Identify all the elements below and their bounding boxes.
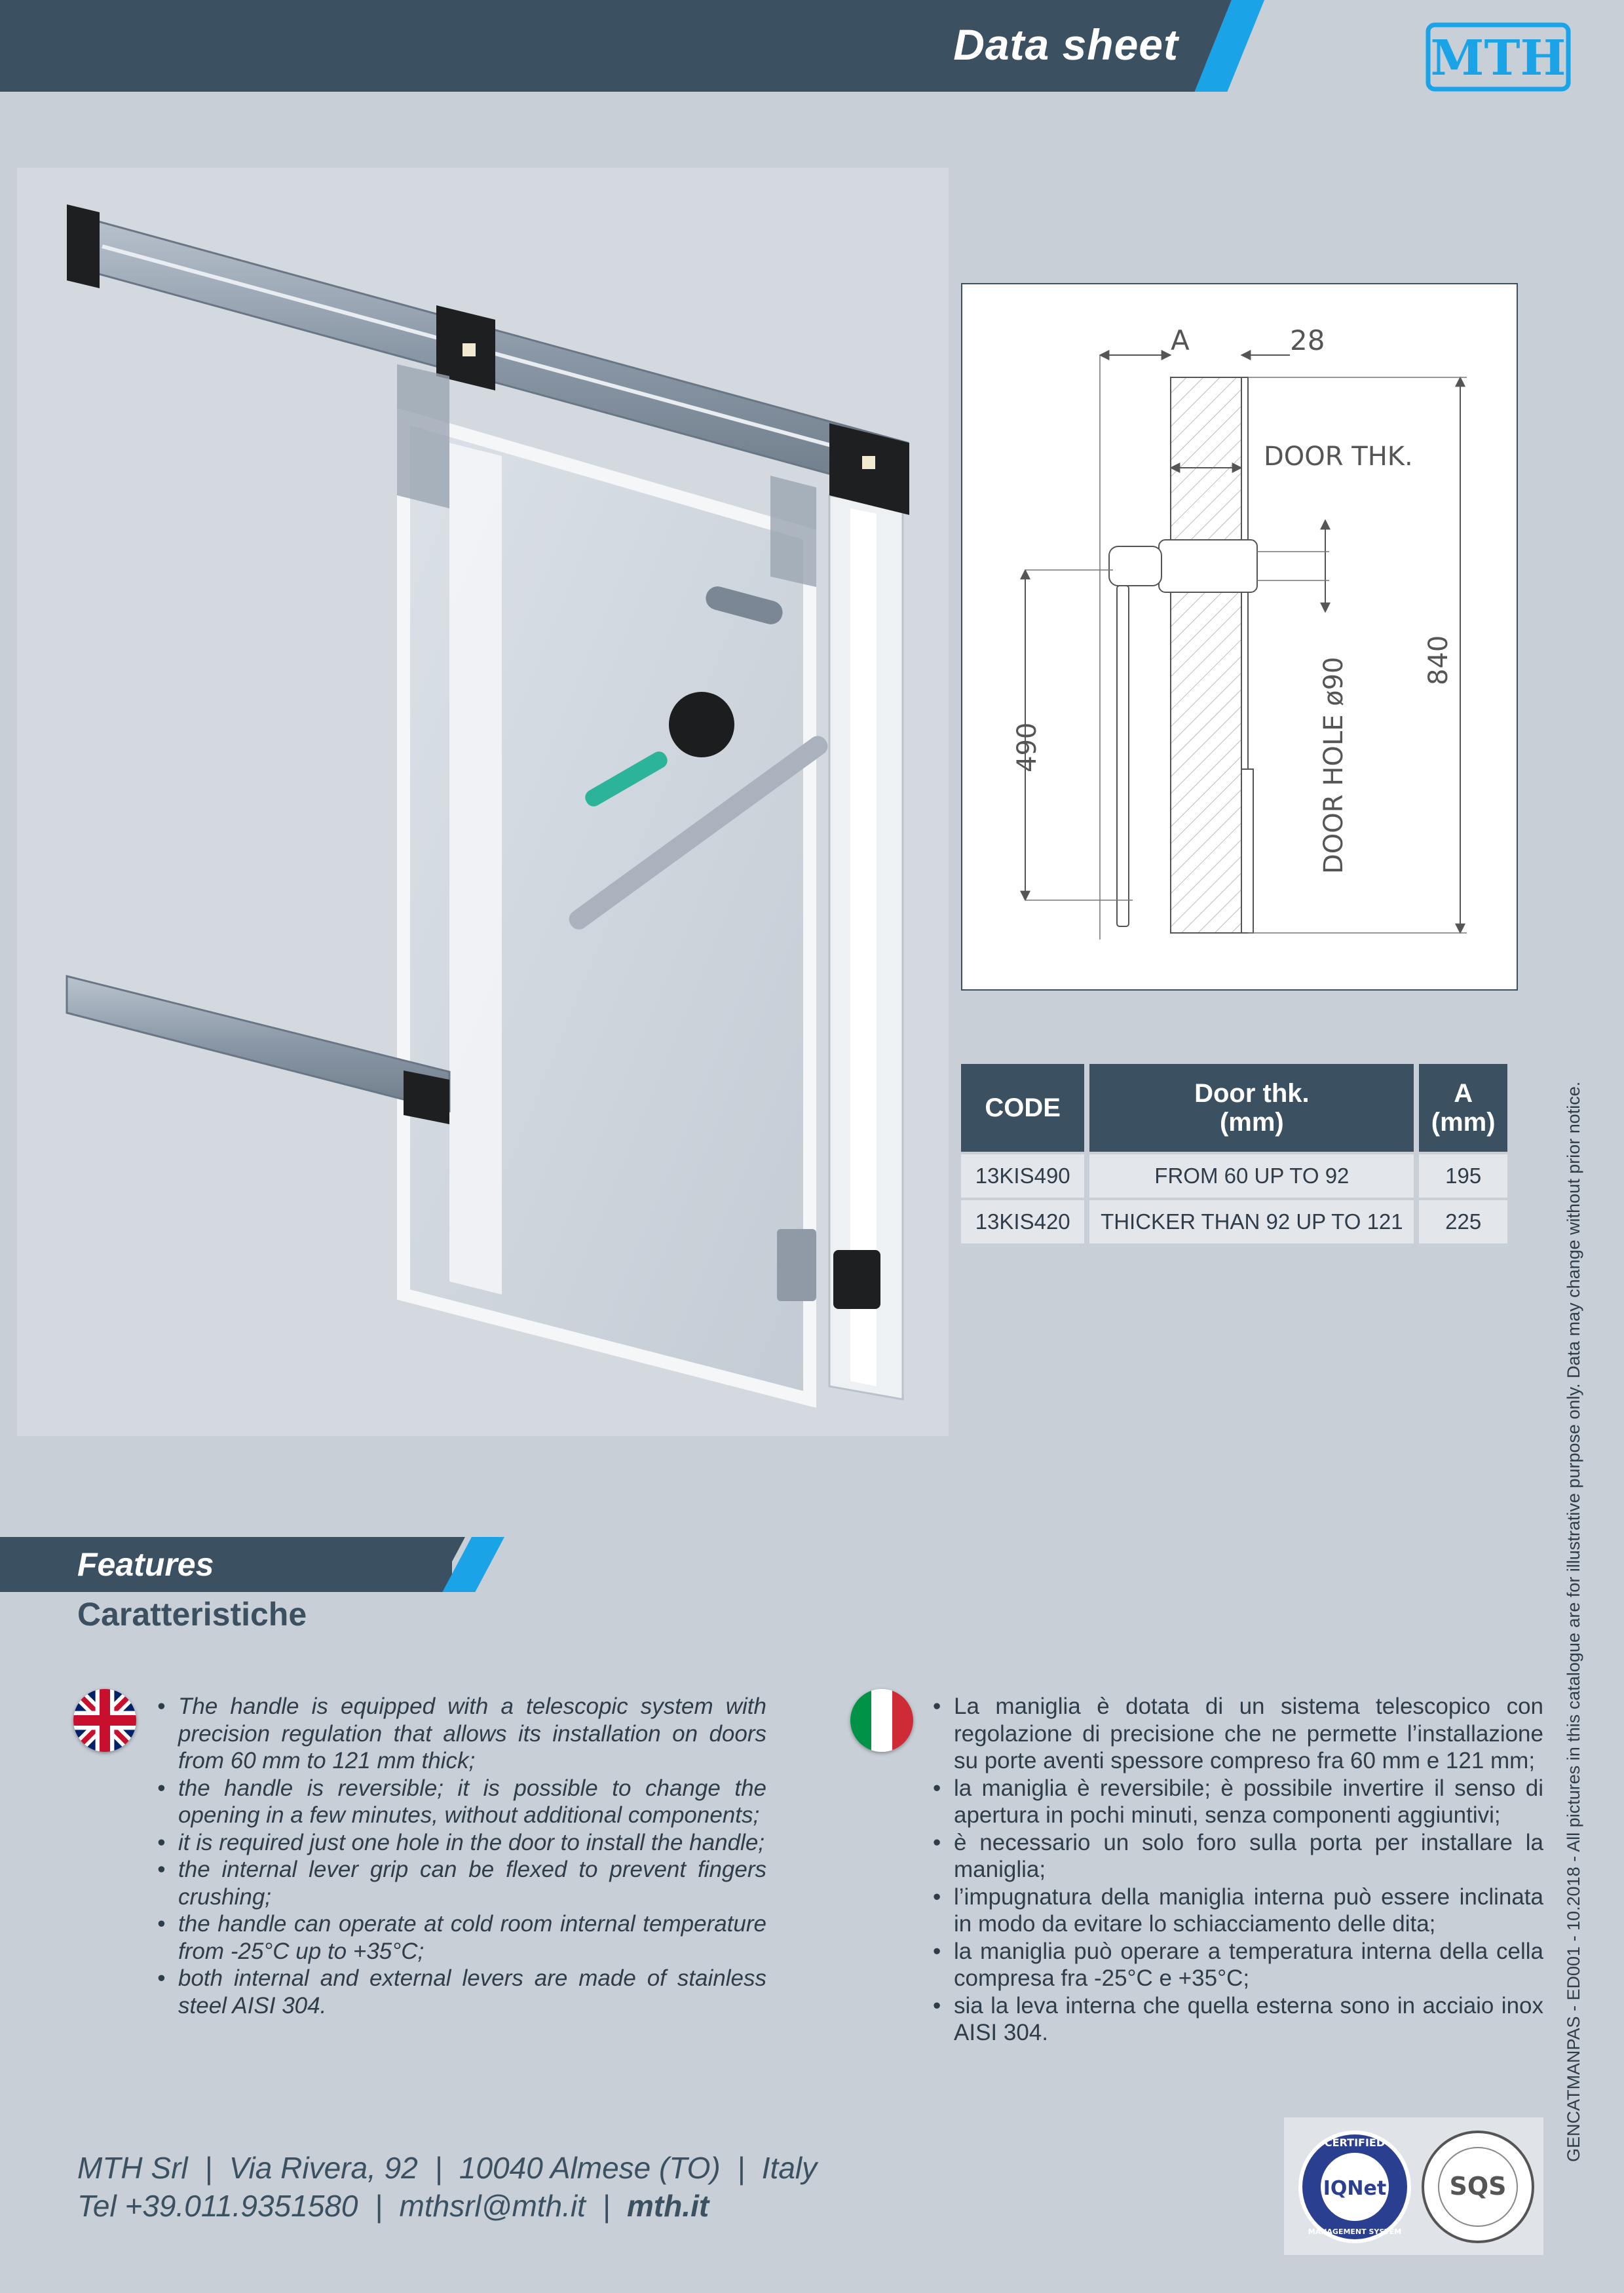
list-item: • The handle is equipped with a telescopic system with precision regulation that allows its installation on doors from 60 mm to 121 mm thick; [157,1693,766,1775]
svg-text:IQNet: IQNet [1323,2177,1387,2200]
logo-text: MTH [1430,30,1566,86]
footer-address: MTH Srl | Via Rivera, 92 | 10040 Almese (TO) | Italy [77,2151,818,2185]
table-row [961,1152,1507,1198]
features-bar [0,1537,452,1592]
col-door-thk: Door thk. (mm) [1089,1064,1414,1152]
list-item: • it is required just one hole in the door to install the handle; [157,1829,766,1857]
uk-flag-icon [73,1689,136,1752]
door-hole-label: DOOR HOLE ø90 [1319,656,1349,874]
iqnet-badge-icon [1298,2131,1411,2243]
features-title: Features [77,1546,214,1583]
door-thk-label: DOOR THK. [1264,442,1413,472]
cell-door-thk: FROM 60 UP TO 92 [1089,1152,1414,1198]
list-item: • La maniglia è dotata di un sistema telescopico con regolazione di precisione che ne permette l’installazione su porte aventi spessore compreso fra 60 mm e 121 mm; [933,1693,1543,1775]
col-a: A (mm) [1419,1064,1507,1152]
svg-text:SQS: SQS [1449,2172,1507,2201]
certification-logos [1284,2117,1543,2255]
list-item: • l’impugnatura della maniglia interna può essere inclinata in modo da evitare lo schiacciamento delle dita; [933,1884,1543,1938]
svg-text:MANAGEMENT SYSTEM: MANAGEMENT SYSTEM [1308,2227,1402,2236]
italy-flag-icon [850,1689,913,1752]
disclaimer-note: GENCATMANPAS - ED001 - 10.2018 - All pictures in this catalogue are for illustrative purpose only. Data may change without prior notice. [1564,1081,1583,2162]
product-image [17,168,949,1436]
features-list-italian [933,1693,1543,2047]
list-item: • la maniglia può operare a temperatura interna della cella compresa fra -25°C e +35°C; [933,1938,1543,1992]
cell-a: 225 [1419,1198,1507,1243]
list-item: • la maniglia è reversibile; è possibile invertire il senso di apertura in pochi minuti, senza componenti aggiuntivi; [933,1775,1543,1829]
table-row [961,1198,1507,1243]
list-item: • the handle is reversible; it is possible to change the opening in a few minutes, without additional components; [157,1775,766,1829]
svg-text:CERTIFIED: CERTIFIED [1324,2136,1386,2149]
technical-drawing [961,283,1518,991]
sqs-badge-icon [1423,2132,1533,2242]
list-item: • the handle can operate at cold room internal temperature from -25°C up to +35°C; [157,1910,766,1965]
table-header-row [961,1064,1507,1152]
cell-code: 13KIS420 [961,1198,1084,1243]
page-title: Data sheet [953,20,1179,69]
dim-490-label: 490 [1012,722,1042,772]
mth-logo [1423,21,1574,93]
cell-a: 195 [1419,1152,1507,1198]
features-list-english [157,1693,766,2019]
footer-contact-text: Tel +39.011.9351580 | mthsrl@mth.it | [77,2189,627,2223]
cell-door-thk: THICKER THAN 92 UP TO 121 [1089,1198,1414,1243]
spec-table [956,1064,1513,1243]
list-item: • è necessario un solo foro sulla porta per installare la maniglia; [933,1829,1543,1884]
cell-code: 13KIS490 [961,1152,1084,1198]
list-item: • sia la leva interna che quella esterna sono in acciaio inox AISI 304. [933,1992,1543,2047]
col-code: CODE [961,1064,1084,1152]
dim-a-label: A [1171,324,1190,356]
footer-contacts [77,2188,709,2224]
list-item: • both internal and external levers are made of stainless steel AISI 304. [157,1965,766,2019]
list-item: • the internal lever grip can be flexed to prevent fingers crushing; [157,1856,766,1910]
dim-28-label: 28 [1290,324,1325,356]
dim-840-label: 840 [1424,635,1454,685]
features-subtitle: Caratteristiche [77,1596,307,1633]
website-link[interactable]: mth.it [626,2189,709,2223]
